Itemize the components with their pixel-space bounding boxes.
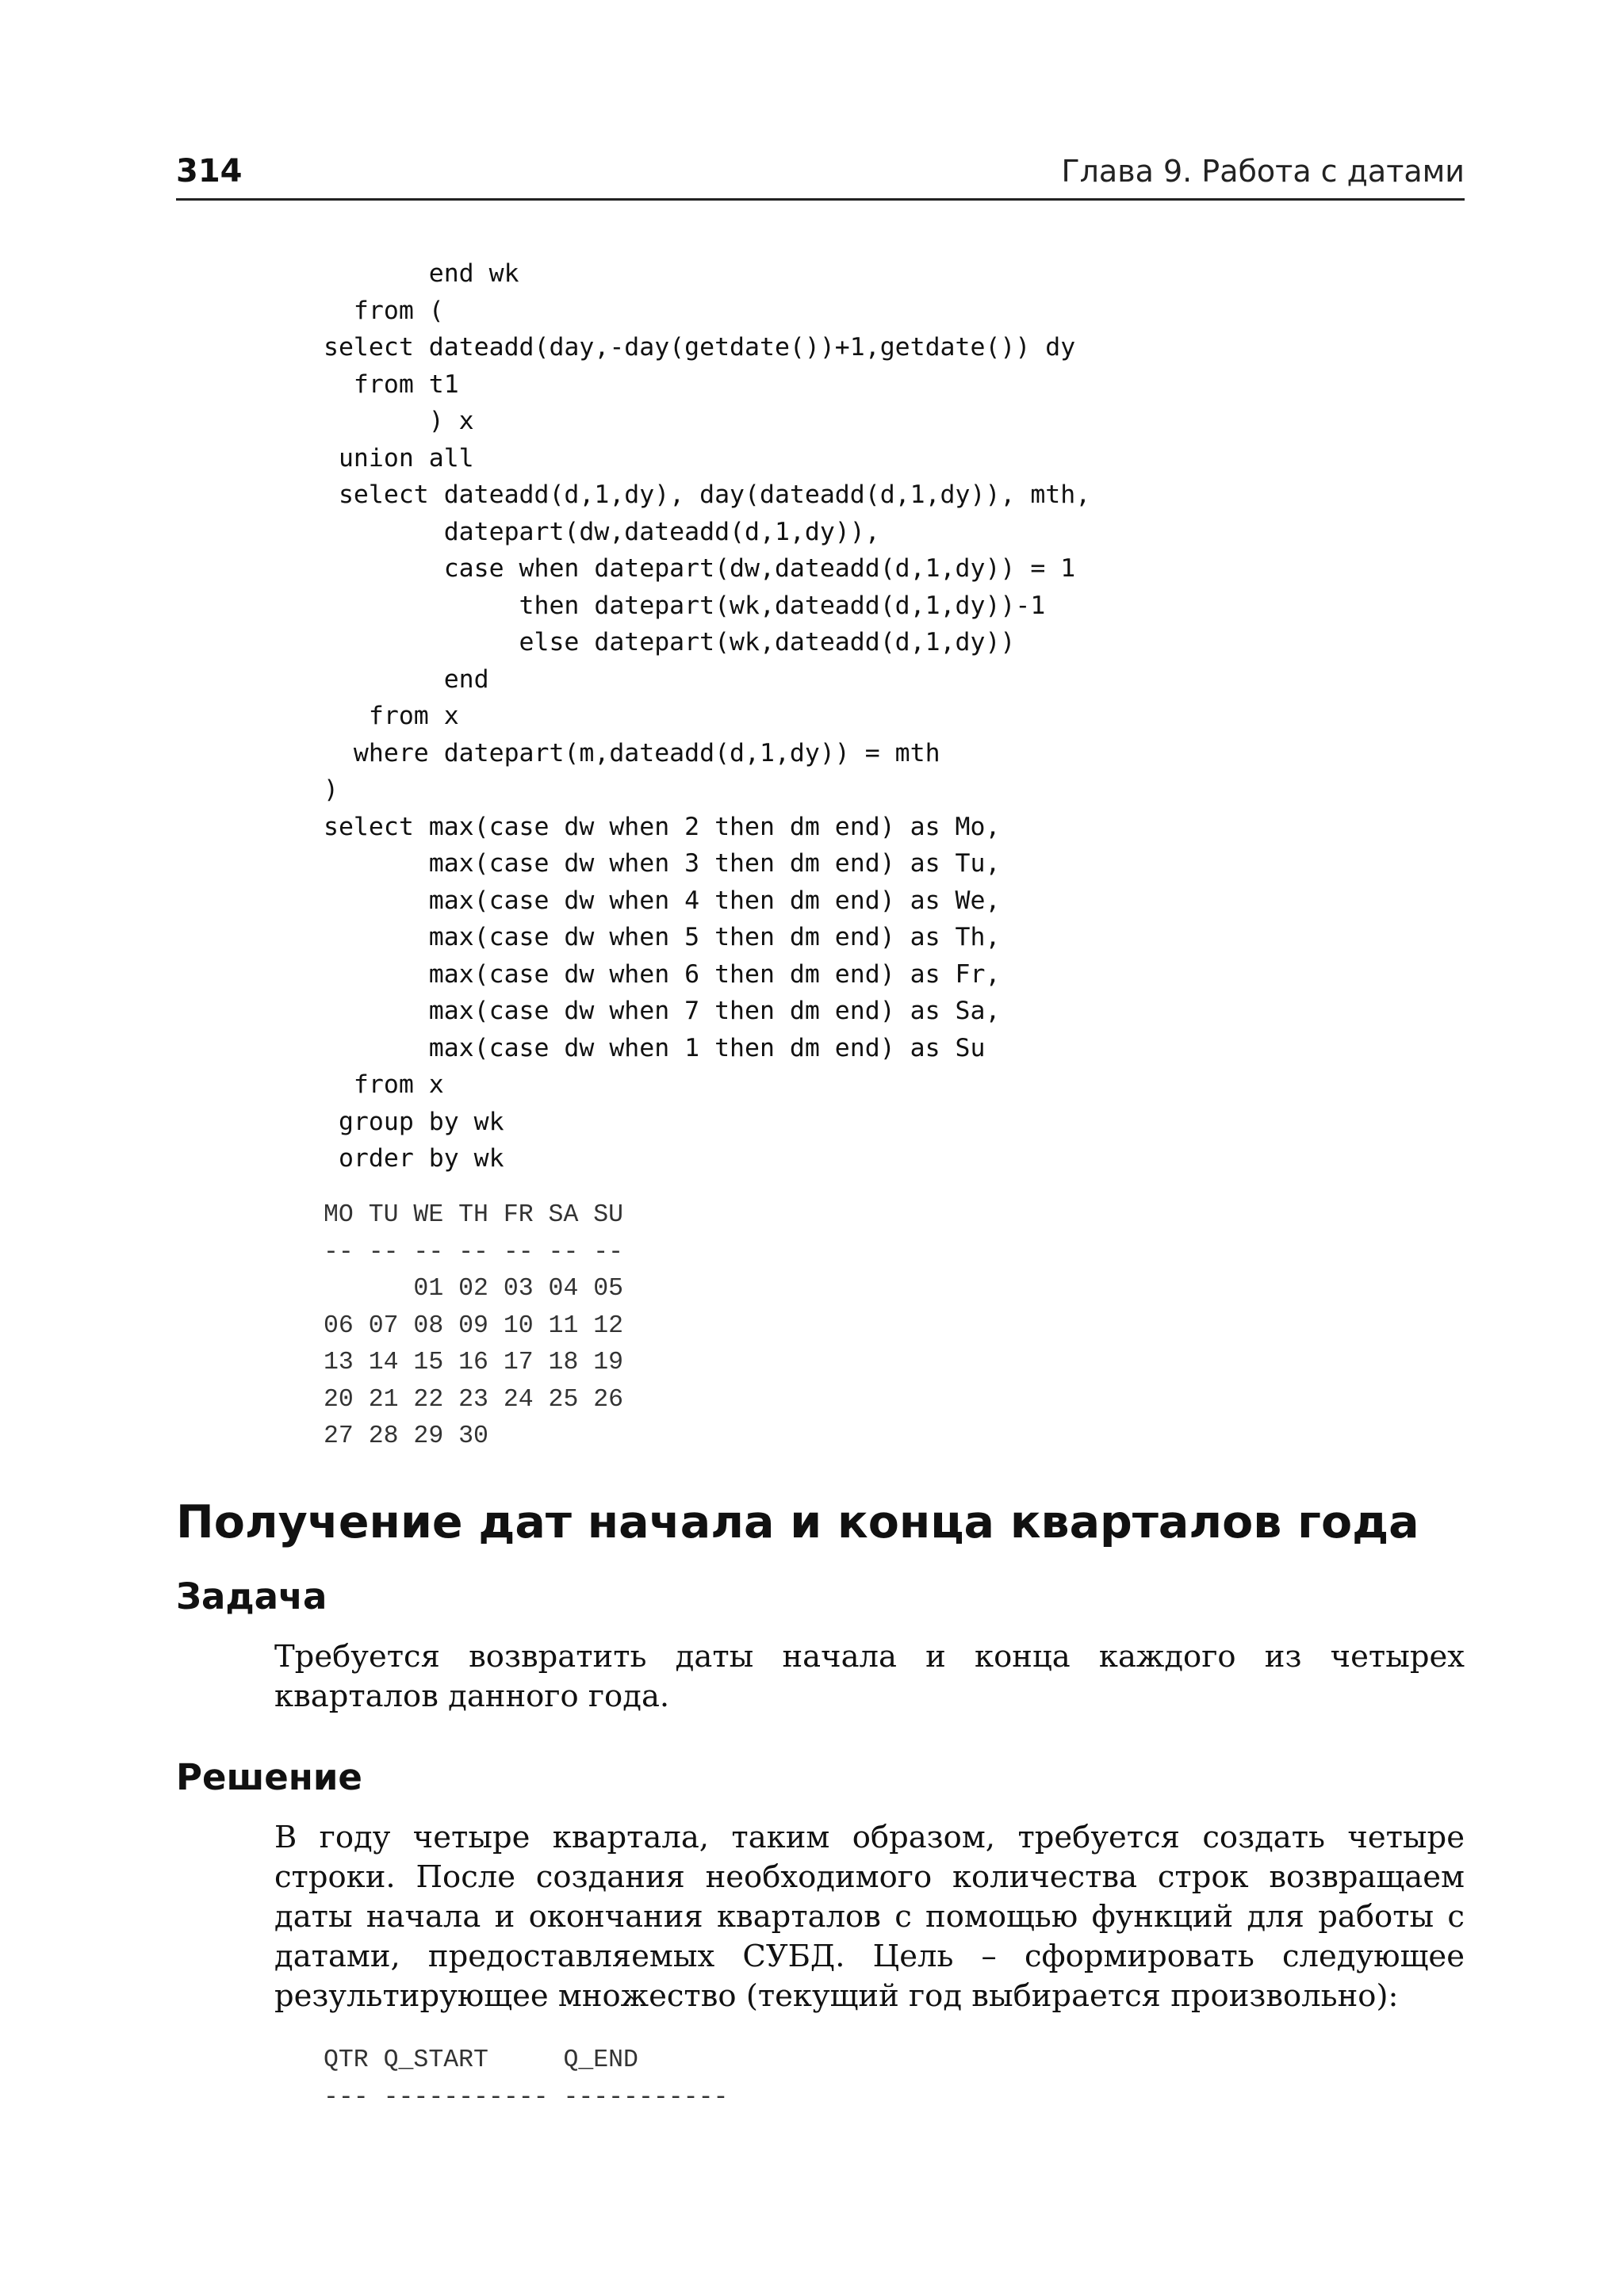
task-paragraph: Требуется возвратить даты начала и конца каждого из четырех кварталов данного года. bbox=[274, 1639, 1465, 1714]
code-line: where datepart(m,dateadd(d,1,dy)) = mth bbox=[324, 738, 940, 768]
result-line: QTR Q_START Q_END bbox=[324, 2046, 638, 2074]
task-heading: Задача bbox=[176, 1575, 327, 1617]
code-line: from ( bbox=[324, 296, 444, 325]
result-line: --- ----------- ----------- bbox=[324, 2083, 729, 2111]
code-line: select max(case dw when 2 then dm end) as Mo, bbox=[324, 812, 1001, 841]
code-line: end bbox=[324, 664, 489, 694]
calendar-result-block bbox=[324, 1197, 623, 1456]
result-line: 27 28 29 30 bbox=[324, 1422, 488, 1450]
code-line: from t1 bbox=[324, 369, 459, 399]
quarter-result-block bbox=[324, 2042, 728, 2116]
code-line: order by wk bbox=[324, 1144, 504, 1173]
code-line: else datepart(wk,dateadd(d,1,dy)) bbox=[324, 628, 1016, 657]
code-line: ) bbox=[324, 775, 339, 804]
code-line: datepart(dw,dateadd(d,1,dy)), bbox=[324, 517, 880, 546]
code-line: max(case dw when 1 then dm end) as Su bbox=[324, 1033, 986, 1062]
code-line: end wk bbox=[324, 259, 519, 288]
result-line: 06 07 08 09 10 11 12 bbox=[324, 1311, 624, 1340]
page-header bbox=[176, 147, 1465, 201]
result-line: MO TU WE TH FR SA SU bbox=[324, 1201, 624, 1229]
section-title: Получение дат начала и конца кварталов года bbox=[176, 1496, 1419, 1548]
code-line: max(case dw when 5 then dm end) as Th, bbox=[324, 923, 1001, 951]
page-number: 314 bbox=[176, 153, 243, 189]
code-line: max(case dw when 6 then dm end) as Fr, bbox=[324, 959, 1001, 989]
sql-code-block bbox=[324, 255, 1090, 1177]
code-line: select dateadd(d,1,dy), day(dateadd(d,1,dy)), mth, bbox=[324, 480, 1091, 509]
code-line: then datepart(wk,dateadd(d,1,dy))-1 bbox=[324, 591, 1046, 620]
code-line: case when datepart(dw,dateadd(d,1,dy)) = 1 bbox=[324, 554, 1076, 583]
code-line: ) x bbox=[324, 407, 474, 435]
running-title: Глава 9. Работа с датами bbox=[1061, 154, 1465, 189]
code-line: group by wk bbox=[324, 1107, 504, 1136]
result-line: 13 14 15 16 17 18 19 bbox=[324, 1349, 624, 1376]
code-line: select dateadd(day,-day(getdate())+1,getdate()) dy bbox=[324, 333, 1076, 362]
code-line: max(case dw when 4 then dm end) as We, bbox=[324, 886, 1001, 915]
solution-paragraph: В году четыре квартала, таким образом, требуется создать четыре строки. После создания необходимого количества строк возвращаем даты начала и окончания кварталов с помощью функций для работы с датами, предоставляемых СУБД. Цель – сформировать следующее результирующее множество (текущий год выбирается произвольно): bbox=[274, 1820, 1465, 2014]
result-line: 20 21 22 23 24 25 26 bbox=[324, 1385, 624, 1414]
code-line: from x bbox=[324, 1070, 444, 1099]
result-line: 01 02 03 04 05 bbox=[324, 1275, 624, 1303]
solution-heading: Решение bbox=[176, 1756, 362, 1798]
code-line: from x bbox=[324, 702, 459, 730]
code-line: union all bbox=[324, 443, 474, 473]
code-line: max(case dw when 3 then dm end) as Tu, bbox=[324, 849, 1001, 878]
result-line: -- -- -- -- -- -- -- bbox=[324, 1238, 624, 1266]
code-line: max(case dw when 7 then dm end) as Sa, bbox=[324, 997, 1001, 1025]
